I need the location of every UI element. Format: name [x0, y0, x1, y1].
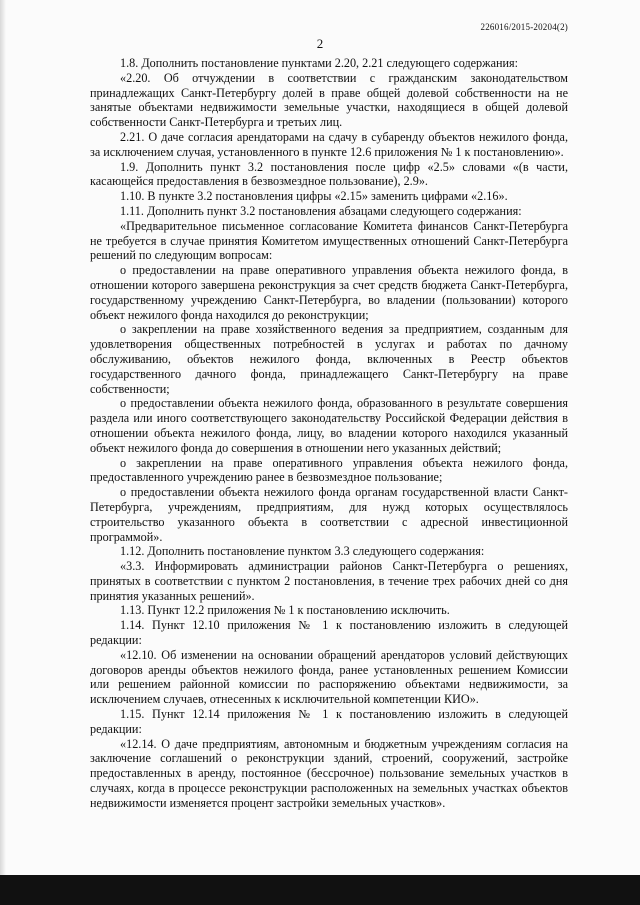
document-code: 226016/2015-20204(2)	[480, 22, 568, 32]
paragraph-item-economic-management: о закреплении на праве хозяйственного ведения за предприятием, созданным для удовлетворения общественных потребностей в услугах и работах по дачному обслуживанию, объектов нежилого фонда, включенных в Реестр объектов государственного дачного фонда, принадлежащего Санкт-Петербургу на праве собственности;	[90, 322, 568, 396]
paragraph-item-operational-from-free-use: о закреплении на праве оперативного управления объекта нежилого фонда, предоставленного учреждению ранее в безвозмездное пользование;	[90, 455, 568, 485]
paragraph-2-21: 2.21. О даче согласия арендаторами на сдачу в субаренду объектов нежилого фонда, за исключением случая, установленного в пункте 12.6 приложения № 1 к постановлению».	[90, 129, 568, 159]
paragraph-1-13: 1.13. Пункт 12.2 приложения № 1 к постановлению исключить.	[120, 603, 450, 618]
paragraph-1-8: 1.8. Дополнить постановление пунктами 2.20, 2.21 следующего содержания:	[120, 56, 519, 70]
paragraph-1-9: 1.9. Дополнить пункт 3.2 постановления после цифр «2.5» словами «(в части, касающейся предоставления в безвозмездное пользование), 2.9».	[90, 159, 568, 189]
page-number: 2	[316, 36, 324, 51]
paragraph-item-operational-management: о предоставлении на праве оперативного управления объекта нежилого фонда, в отношении которого завершена реконструкция за счет средств бюджета Санкт-Петербурга, государственному учреждению Санкт-Петербурга, во владении (пользовании) которого объект нежилого фонда находился до реконструкции;	[90, 263, 568, 322]
paragraph-2-20: «2.20. Об отчуждении в соответствии с гражданским законодательством принадлежащих Санкт-Петербургу долей в праве общей долевой собственности на не занятые объектами недвижимости земельные участки, находящиеся в общей долевой собственности Санкт-Петербурга и третьих лиц.	[90, 70, 568, 130]
paragraph-12-10: «12.10. Об изменении на основании обращений арендаторов условий действующих договоров аренды объектов нежилого фонда, ранее установленных решением Комиссии или решением районной комиссии по распоряжению объектами недвижимости, за исключением случаев, отнесенных к исключительной компетенции КИО».	[90, 647, 568, 707]
paragraph-1-10: 1.10. В пункте 3.2 постановления цифры «2.15» заменить цифрами «2.16».	[120, 189, 508, 204]
paragraph-1-11: 1.11. Дополнить пункт 3.2 постановления абзацами следующего содержания:	[120, 203, 522, 218]
paragraph-item-state-authorities: о предоставлении объекта нежилого фонда органам государственной власти Санкт-Петербурга, учреждениям, предприятиям, для нужд которых осуществлялось строительство указанного объекта в соответствии с адресной инвестиционной программой».	[90, 485, 568, 544]
paragraph-3-3: «3.3. Информировать администрации районов Санкт-Петербурга о решениях, принятых в соответствии с пунктом 2 постановления, в течение трех рабочих дней со дня принятия указанных решений».	[90, 559, 568, 603]
paragraph-1-12: 1.12. Дополнить постановление пунктом 3.3 следующего содержания:	[120, 544, 485, 559]
paragraph-item-division-object: о предоставлении объекта нежилого фонда, образованного в результате совершения раздела или иного соответствующего законодательству Российской Федерации действия в отношении объекта нежилого фонда, лицу, во владении которого находился указанный объект нежилого фонда до совершения в отношении него указанных действий;	[90, 396, 568, 455]
paragraph-1-15: 1.15. Пункт 12.14 приложения № 1 к постановлению изложить в следующей редакции:	[90, 707, 568, 736]
scan-bottom-band	[0, 875, 640, 905]
scan-edge	[0, 0, 6, 905]
paragraph-quote-intro: «Предварительное письменное согласование Комитета финансов Санкт-Петербурга не требуется в случае принятия Комитетом имущественных отношений Санкт-Петербурга решений по следующим вопросам:	[90, 218, 568, 263]
document-body	[90, 56, 568, 811]
paragraph-12-14: «12.14. О даче предприятиям, автономным и бюджетным учреждениям согласия на заключение соглашений о реконструкции зданий, строений, сооружений, застройке предоставленных в аренду, постоянное (бессрочное) пользование земельных участков в случаях, когда в процессе реконструкции расположенных на земельных участках объектов недвижимости изменяется процент застройки земельных участков».	[90, 736, 568, 810]
paragraph-1-14: 1.14. Пункт 12.10 приложения № 1 к постановлению изложить в следующей редакции:	[90, 618, 568, 648]
